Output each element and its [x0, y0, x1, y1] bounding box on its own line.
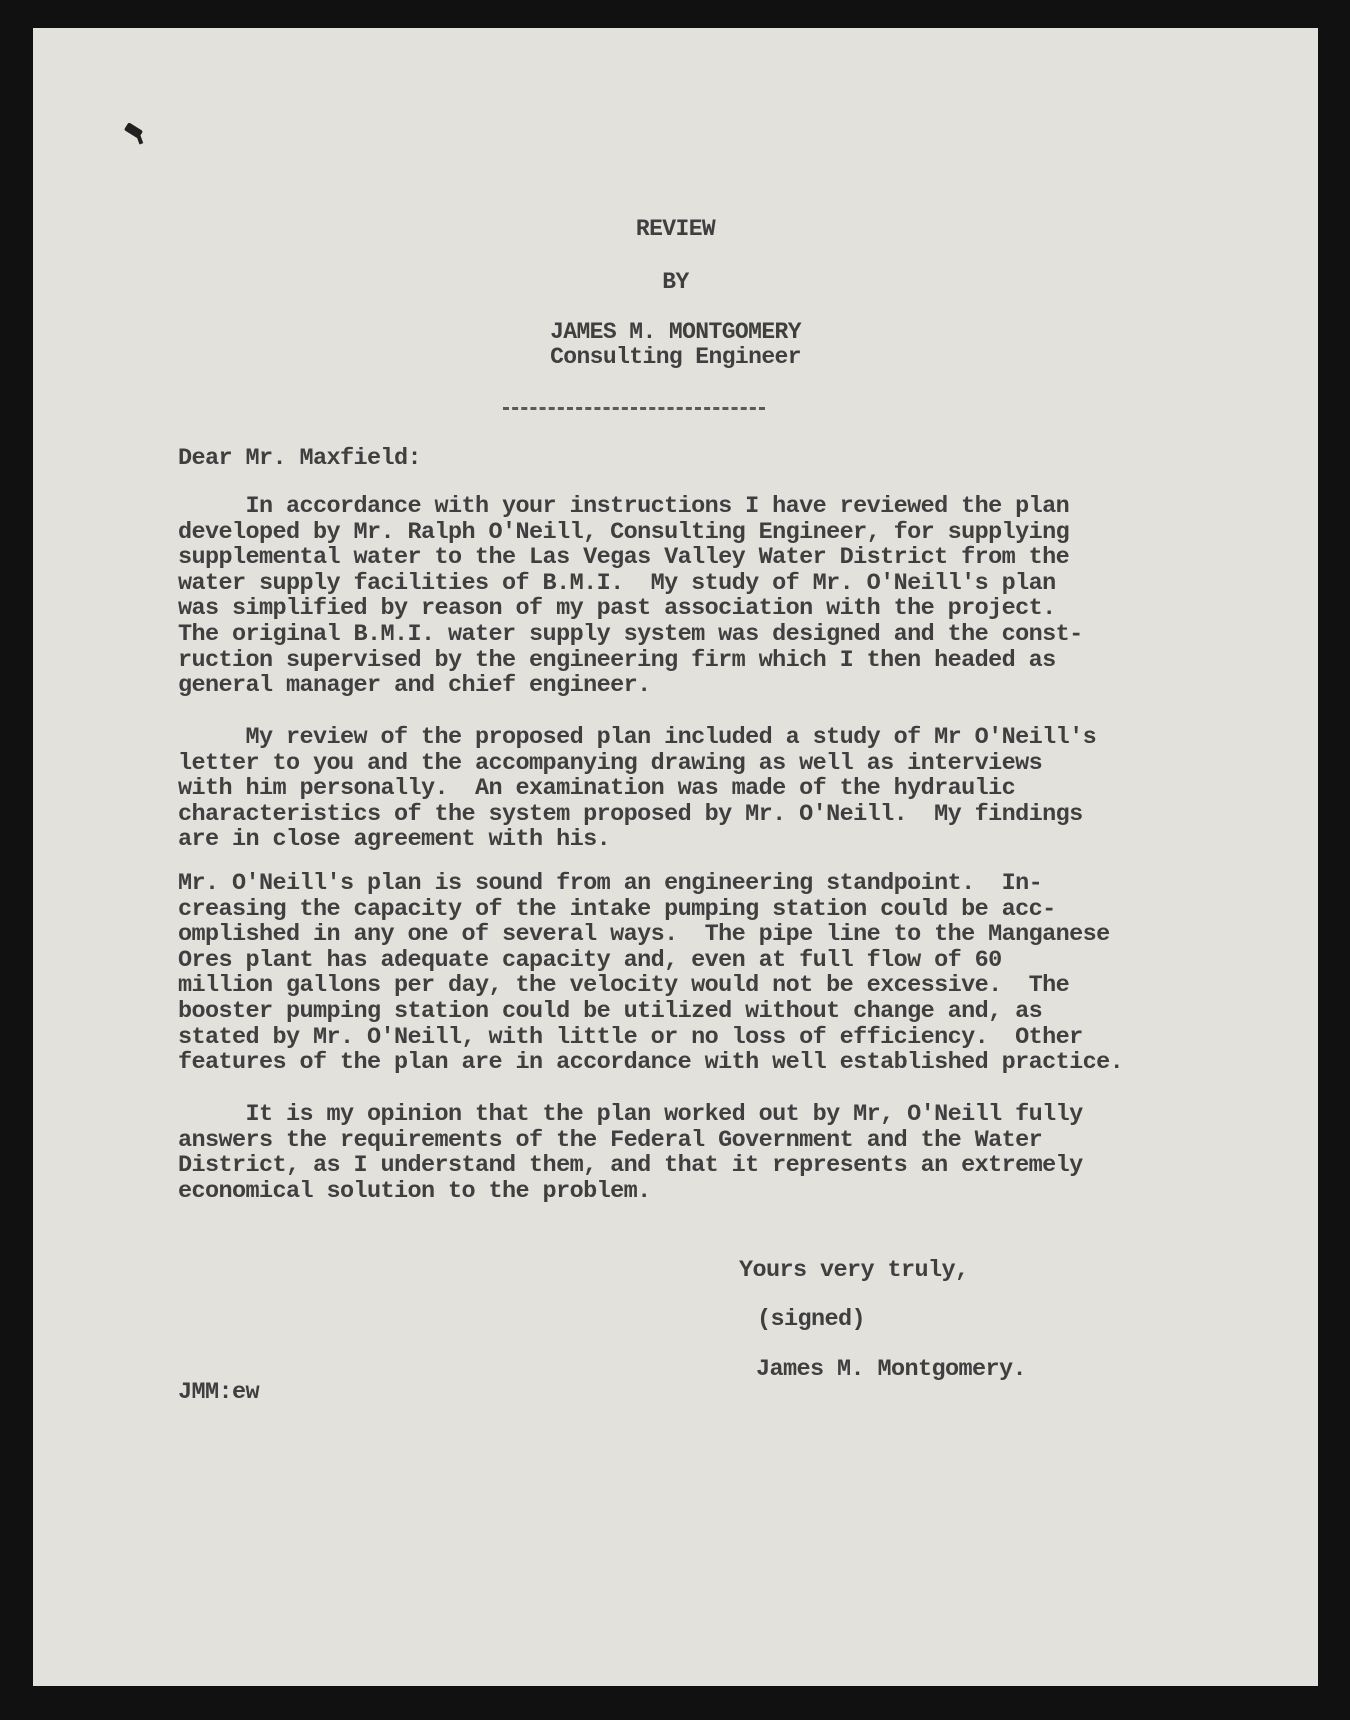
paragraph-1 — [178, 494, 1083, 699]
text-line: characteristics of the system proposed by Mr. O'Neill. My findings — [178, 800, 1083, 828]
text-line: creasing the capacity of the intake pumping station could be acc- — [178, 895, 1056, 923]
paragraph-3 — [178, 871, 1123, 1076]
document-title: REVIEW — [635, 216, 716, 242]
text-line: stated by Mr. O'Neill, with little or no loss of efficiency. Other — [178, 1023, 1083, 1051]
text-line: The original B.M.I. water supply system was designed and the const- — [178, 620, 1083, 648]
signed-note: (signed) — [757, 1306, 866, 1333]
text-line: million gallons per day, the velocity would not be excessive. The — [178, 972, 1070, 1000]
text-line: supplemental water to the Las Vegas Valley Water District from the — [178, 544, 1070, 572]
text-line: developed by Mr. Ralph O'Neill, Consulting Engineer, for supplying — [178, 518, 1070, 546]
paragraph-2 — [178, 725, 1096, 853]
text-line: booster pumping station could be utilized without change and, as — [178, 997, 1043, 1025]
salutation: Dear Mr. Maxfield: — [178, 445, 422, 472]
signature-name: James M. Montgomery. — [756, 1356, 1027, 1383]
author-role: Consulting Engineer — [550, 344, 801, 370]
title-by: BY — [662, 269, 689, 295]
text-line: water supply facilities of B.M.I. My study of Mr. O'Neill's plan — [178, 569, 1056, 597]
text-line: Ores plant has adequate capacity and, even at full flow of 60 — [178, 946, 1002, 974]
text-line: features of the plan are in accordance with well established practice. — [178, 1049, 1124, 1077]
typist-initials: JMM:ew — [178, 1379, 260, 1406]
text-line: District, as I understand them, and that it represents an extremely — [178, 1152, 1083, 1180]
text-line: It is my opinion that the plan worked out by Mr, O'Neill fully — [178, 1101, 1083, 1128]
text-line: In accordance with your instructions I have reviewed the plan — [178, 493, 1070, 520]
text-line: Mr. O'Neill's plan is sound from an engineering standpoint. In- — [178, 870, 1043, 897]
author-name: JAMES M. MONTGOMERY — [550, 319, 801, 345]
text-line: general manager and chief engineer. — [178, 672, 651, 700]
text-line: are in close agreement with his. — [178, 826, 611, 854]
ink-mark-tail — [137, 136, 143, 145]
paragraph-4 — [178, 1102, 1083, 1204]
text-line: ruction supervised by the engineering firm which I then headed as — [178, 646, 1056, 674]
text-line: My review of the proposed plan included a study of Mr O'Neill's — [178, 724, 1097, 751]
letter-page — [33, 28, 1318, 1686]
text-line: was simplified by reason of my past association with the project. — [178, 595, 1056, 623]
text-line: letter to you and the accompanying drawing as well as interviews — [178, 749, 1043, 777]
text-line: economical solution to the problem. — [178, 1177, 651, 1205]
closing: Yours very truly, — [739, 1257, 969, 1284]
text-line: omplished in any one of several ways. The pipe line to the Manganese — [178, 921, 1110, 949]
text-line: answers the requirements of the Federal Government and the Water — [178, 1126, 1043, 1154]
title-rule — [503, 407, 765, 410]
text-line: with him personally. An examination was made of the hydraulic — [178, 775, 1016, 803]
